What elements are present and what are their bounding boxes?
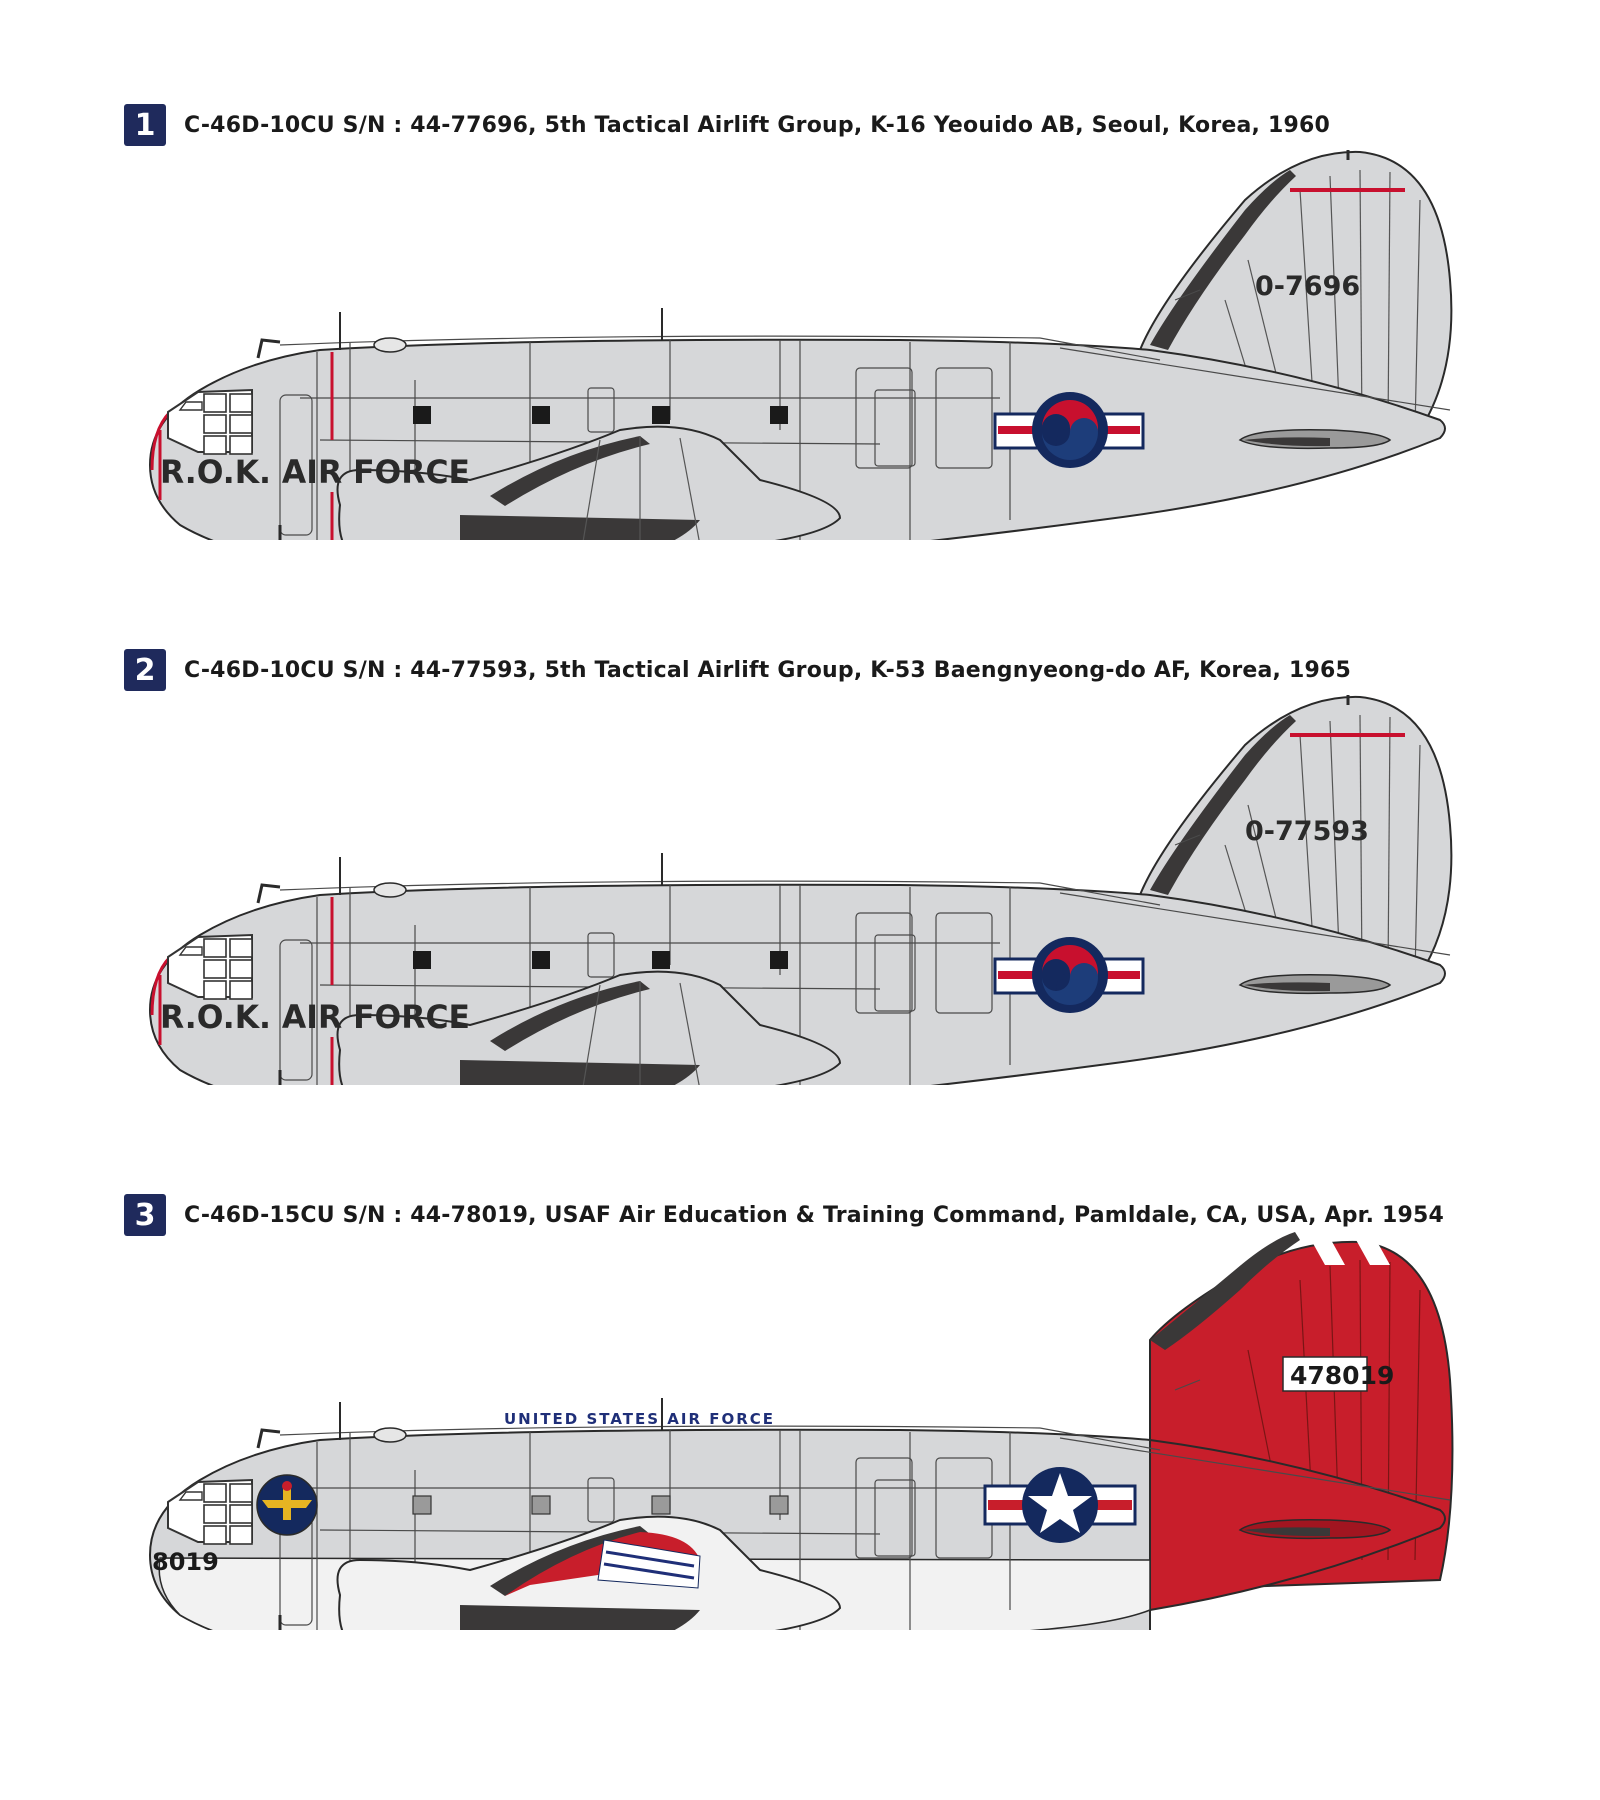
nose-marking: R.O.K. AIR FORCE (160, 453, 470, 491)
profile-number-badge: 3 (124, 1194, 166, 1236)
fuselage-marking: UNITED STATES AIR FORCE (504, 1410, 776, 1428)
tail-serial: 0-77593 (1245, 816, 1369, 847)
profile-title: C-46D-10CU S/N : 44-77593, 5th Tactical Airlift Group, K-53 Baengnyeong-do AF, Korea, 1965 (184, 657, 1351, 683)
tail-serial: 478019 (1290, 1361, 1395, 1390)
profile-title: C-46D-10CU S/N : 44-77696, 5th Tactical Airlift Group, K-16 Yeouido AB, Seoul, Korea, 1960 (184, 112, 1330, 138)
nose-marking: 8019 (152, 1548, 219, 1576)
nose-marking: R.O.K. AIR FORCE (160, 998, 470, 1036)
aircraft-profile-3 (0, 1090, 1600, 1630)
aircraft-profile-2 (0, 545, 1600, 1085)
profile-2 (0, 545, 1600, 1085)
profile-caption (124, 104, 1330, 146)
profile-caption (124, 649, 1351, 691)
aircraft-profile-1 (0, 0, 1600, 540)
profile-3 (0, 1090, 1600, 1630)
profile-number-badge: 1 (124, 104, 166, 146)
profile-number-badge: 2 (124, 649, 166, 691)
profile-title: C-46D-15CU S/N : 44-78019, USAF Air Education & Training Command, Pamldale, CA, USA, Apr. 1954 (184, 1202, 1445, 1228)
profile-1 (0, 0, 1600, 540)
profile-caption (124, 1194, 1444, 1236)
tail-serial: 0-7696 (1255, 271, 1361, 302)
